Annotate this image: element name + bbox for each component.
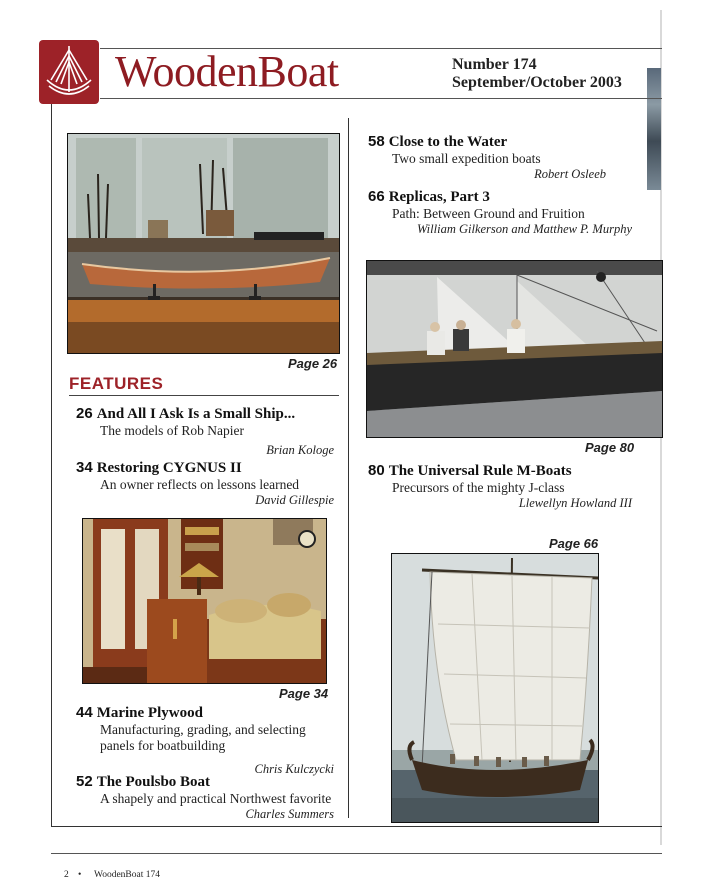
article-title: The Universal Rule M-Boats bbox=[388, 463, 572, 479]
issue-date: September/October 2003 bbox=[452, 74, 622, 91]
article-80 bbox=[368, 462, 632, 511]
article-byline: Brian Kologe bbox=[266, 443, 334, 457]
article-66 bbox=[368, 188, 632, 237]
article-34 bbox=[76, 459, 334, 508]
article-page-number: 26 bbox=[76, 405, 93, 422]
content-bottom-rule bbox=[51, 826, 662, 827]
left-column-rule bbox=[51, 104, 52, 826]
article-58 bbox=[368, 133, 606, 182]
edge-photo-strip bbox=[647, 68, 661, 190]
footer-page-number: 2 bbox=[64, 870, 69, 880]
article-page-number: 66 bbox=[368, 188, 385, 205]
features-heading: FEATURES bbox=[69, 374, 164, 393]
caption-page-66: Page 66 bbox=[549, 536, 599, 551]
article-title: The Poulsbo Boat bbox=[96, 774, 211, 790]
footer-bullet: • bbox=[78, 870, 82, 880]
article-52 bbox=[76, 773, 334, 822]
article-page-number: 52 bbox=[76, 773, 93, 790]
article-byline: Robert Osleeb bbox=[534, 167, 606, 181]
article-dek: Two small expedition boats bbox=[392, 151, 541, 166]
woodenboat-logo-icon bbox=[39, 40, 99, 104]
article-page-number: 58 bbox=[368, 133, 385, 150]
article-26 bbox=[76, 405, 334, 458]
article-byline: William Gilkerson and Matthew P. Murphy bbox=[416, 222, 632, 236]
m-boat-sailing-photo bbox=[366, 260, 663, 438]
article-dek: Manufacturing, grading, and selecting panels for boatbuilding bbox=[100, 722, 306, 753]
masthead-bottom-rule bbox=[100, 98, 662, 99]
article-byline: Chris Kulczycki bbox=[254, 762, 334, 776]
article-byline: David Gillespie bbox=[255, 493, 334, 507]
features-rule bbox=[69, 395, 339, 396]
magazine-title: WoodenBoat bbox=[115, 47, 339, 96]
article-page-number: 80 bbox=[368, 462, 385, 479]
article-title: And All I Ask Is a Small Ship... bbox=[96, 406, 296, 422]
article-byline: Charles Summers bbox=[245, 807, 334, 821]
footer-publication: WoodenBoat 174 bbox=[94, 870, 160, 880]
article-dek: A shapely and practical Northwest favorite bbox=[100, 791, 332, 806]
article-title: Replicas, Part 3 bbox=[388, 189, 490, 205]
article-byline: Llewellyn Howland III bbox=[518, 496, 632, 510]
caption-page-34: Page 34 bbox=[279, 686, 329, 701]
article-44 bbox=[76, 704, 334, 777]
cabin-interior-photo bbox=[82, 518, 327, 684]
article-title: Marine Plywood bbox=[96, 705, 203, 721]
article-page-number: 34 bbox=[76, 459, 93, 476]
center-column-rule bbox=[348, 118, 349, 818]
article-dek: The models of Rob Napier bbox=[100, 423, 244, 438]
article-dek: Precursors of the mighty J-class bbox=[392, 480, 565, 495]
article-page-number: 44 bbox=[76, 704, 93, 721]
issue-info bbox=[452, 56, 622, 92]
caption-page-26: Page 26 bbox=[288, 356, 338, 371]
article-title: Restoring CYGNUS II bbox=[96, 460, 242, 476]
article-dek: An owner reflects on lessons learned bbox=[100, 477, 300, 492]
ship-model-photo bbox=[67, 133, 340, 354]
issue-number: Number 174 bbox=[452, 56, 537, 73]
article-title: Close to the Water bbox=[388, 134, 508, 150]
footer-rule bbox=[51, 853, 662, 854]
viking-ship-photo bbox=[391, 553, 599, 823]
article-dek: Path: Between Ground and Fruition bbox=[392, 206, 585, 221]
caption-page-80: Page 80 bbox=[585, 440, 635, 455]
